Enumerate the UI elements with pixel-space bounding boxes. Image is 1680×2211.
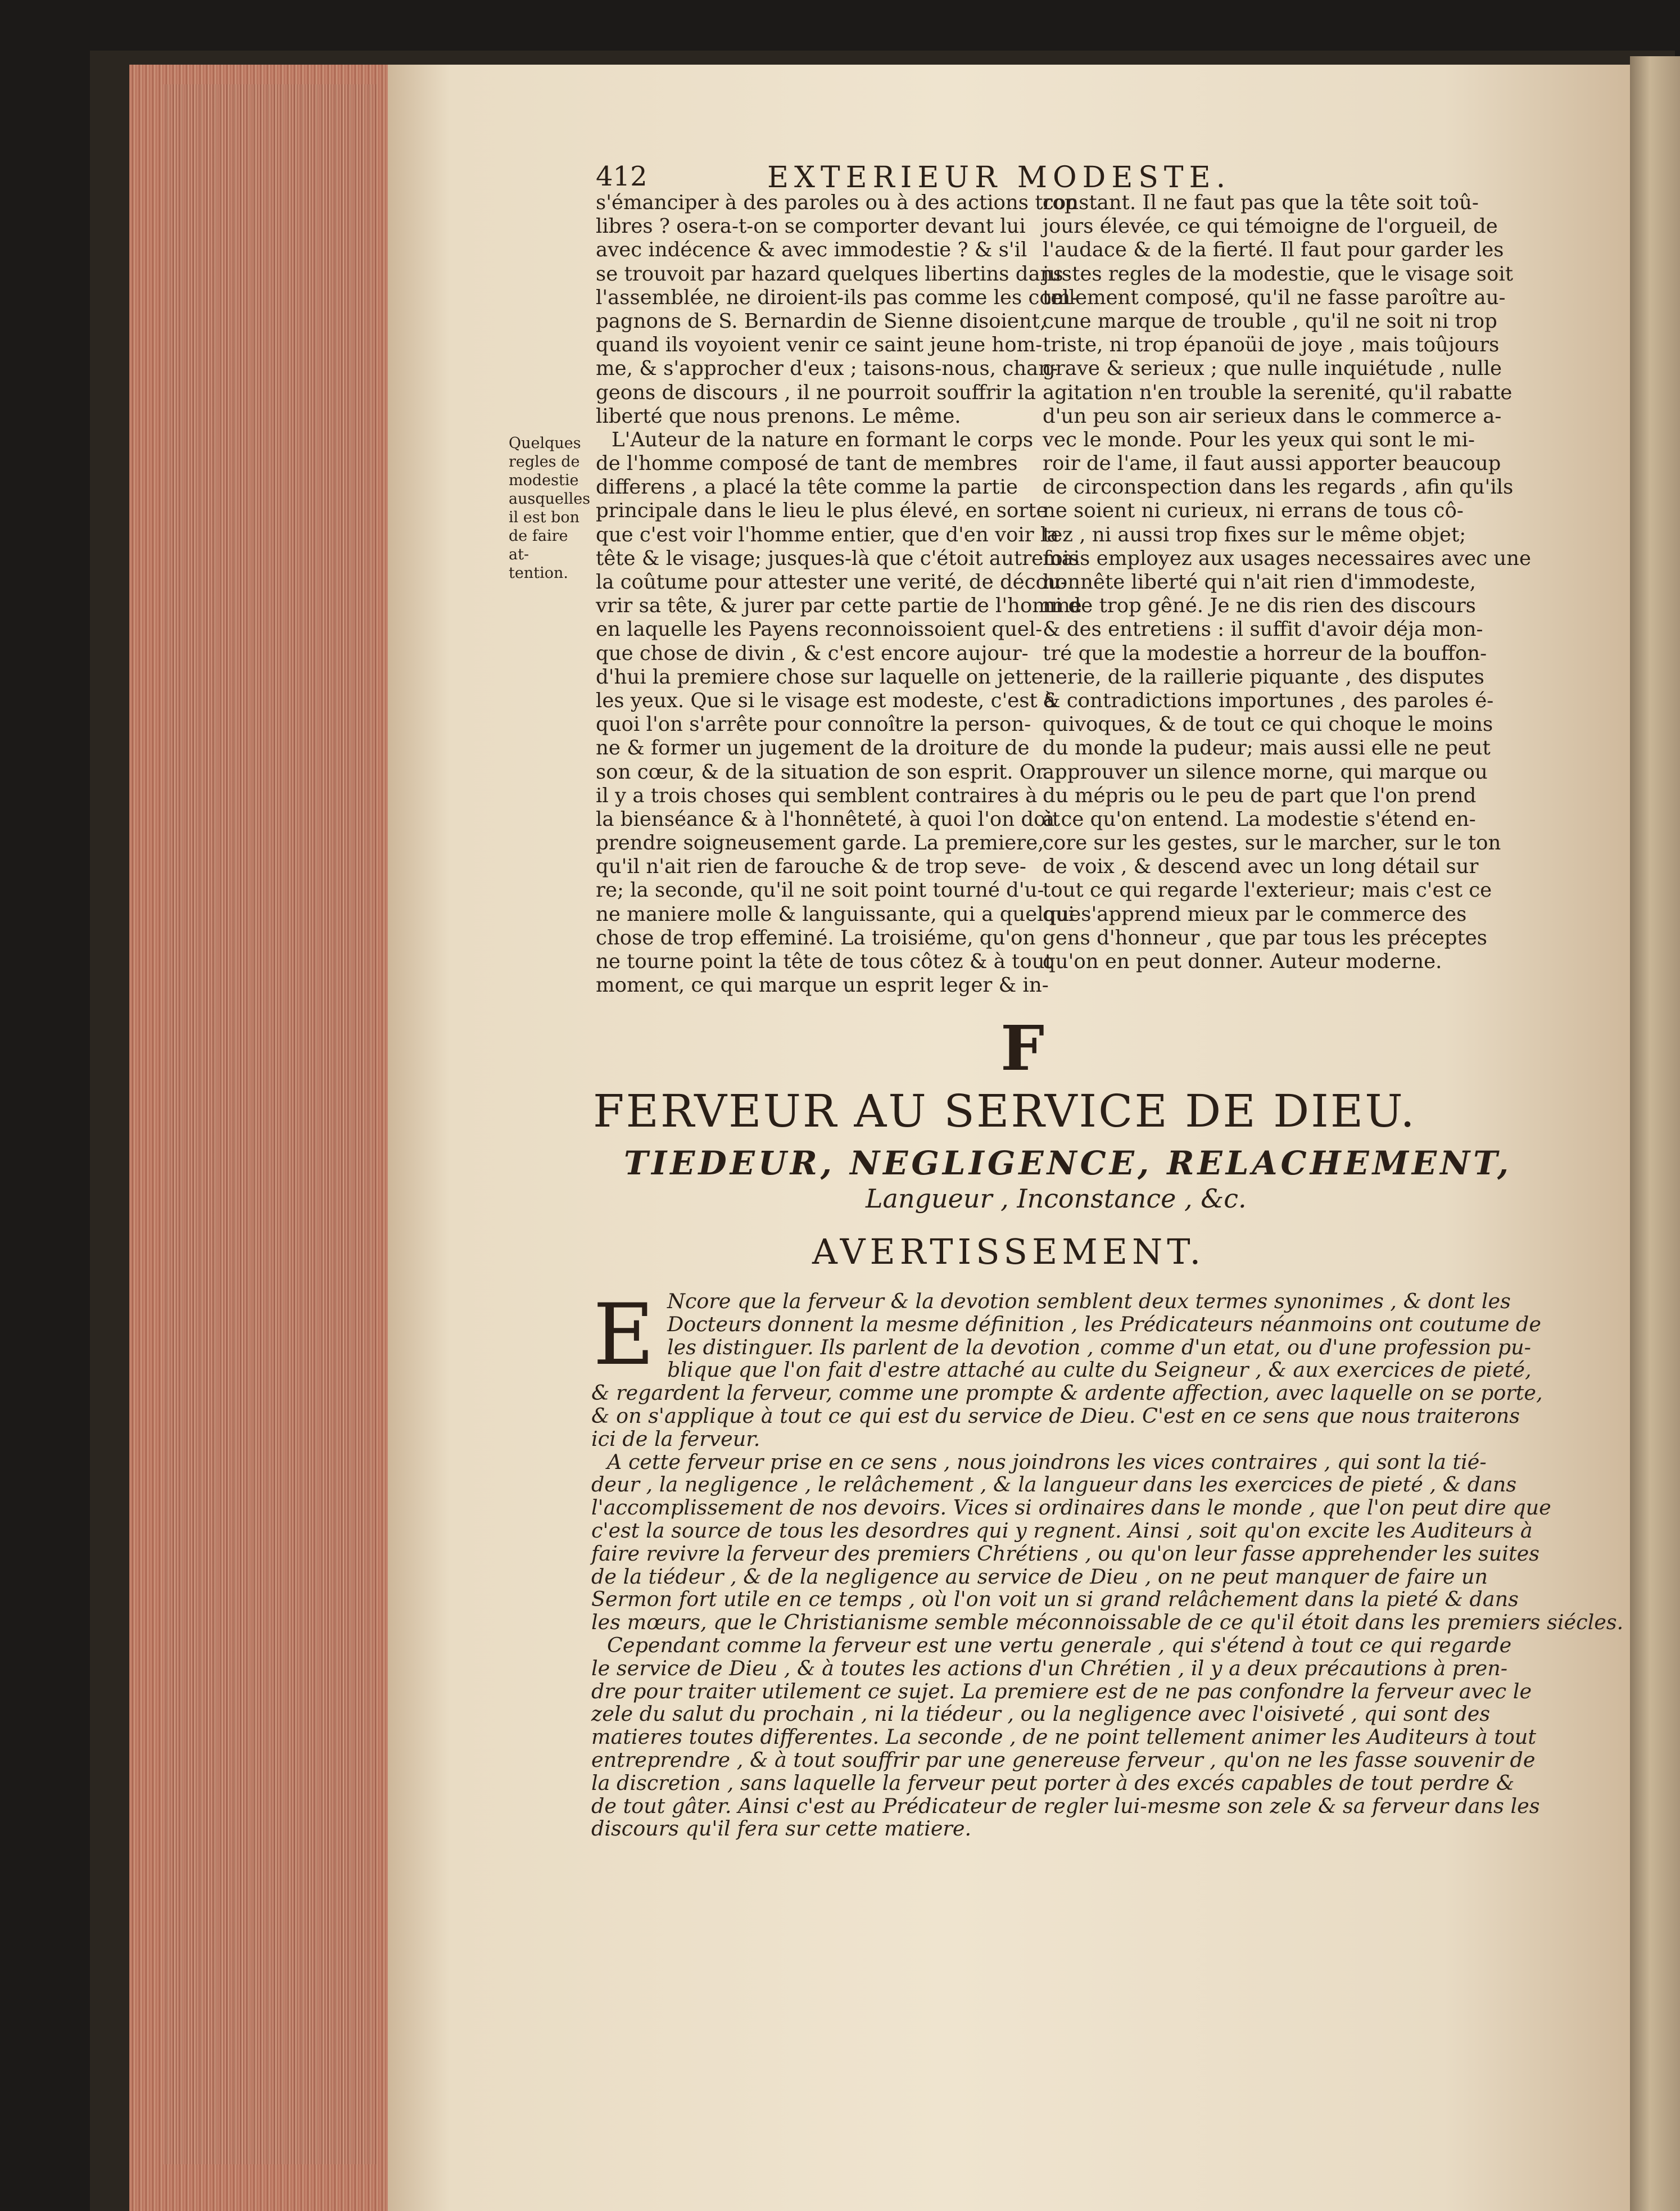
text-line: mais employez aux usages necessaires avec une — [1043, 546, 1532, 570]
text-line: ne & former un jugement de la droiture de — [596, 736, 1030, 760]
text-line: tez , ni aussi trop fixes sur le même objet; — [1043, 523, 1466, 546]
margin-note-line: de faire at- — [509, 527, 568, 563]
notice-line: Sermon fort utile en ce temps , où l'on voit un si grand relâchement dans la pieté & dans — [591, 1587, 1519, 1612]
text-line: constant. Il ne faut pas que la tête soit toû- — [1043, 191, 1479, 214]
text-line: les yeux. Que si le visage est modeste, c'est à — [596, 689, 1056, 712]
margin-note-line: Quelques — [509, 435, 581, 452]
text-line: me, & s'approcher d'eux ; taisons-nous, chan- — [596, 357, 1058, 381]
text-line: vrir sa tête, & jurer par cette partie de l'homme — [596, 594, 1082, 618]
text-line: & des entretiens : il suffit d'avoir déja mon- — [1043, 618, 1483, 641]
text-line: que c'est voir l'homme entier, que d'en voir la — [596, 523, 1059, 546]
text-line: d'hui la premiere chose sur laquelle on jette — [596, 665, 1043, 689]
text-line: cune marque de trouble , qu'il ne soit ni trop — [1043, 309, 1497, 333]
notice-line: ici de la ferveur. — [591, 1426, 760, 1451]
text-line: core sur les gestes, sur le marcher, sur le ton — [1043, 831, 1501, 855]
margin-note — [509, 434, 591, 582]
text-line: principale dans le lieu le plus élevé, en sorte — [596, 499, 1048, 523]
text-line: gens d'honneur , que par tous les préceptes — [1043, 926, 1487, 949]
section-subtitle-secondary: Langueur , Inconstance , &c. — [866, 1183, 1247, 1214]
text-line: ni de trop gêné. Je ne dis rien des discours — [1043, 594, 1476, 618]
text-line: d'un peu son air serieux dans le commerce a- — [1043, 404, 1502, 428]
text-line: que chose de divin , & c'est encore aujour- — [596, 641, 1029, 665]
notice-line: zele du salut du prochain , ni la tiédeur , ou la negligence avec l'oisiveté , qui sont des — [591, 1702, 1491, 1726]
text-line: il y a trois choses qui semblent contraires à — [596, 784, 1038, 807]
text-line: de circonspection dans les regards , afin qu'ils — [1043, 476, 1514, 499]
notice-line: Cependant comme la ferveur est une vertu generale , qui s'étend à tout ce qui regarde — [607, 1633, 1512, 1657]
text-line: justes regles de la modestie, que le visage soit — [1043, 262, 1513, 286]
facing-page-edge — [1630, 56, 1680, 2211]
section-letter: F — [1000, 1012, 1045, 1084]
notice-line: de la tiédeur , & de la negligence au service de Dieu , on ne peut manquer de faire un — [591, 1564, 1488, 1589]
text-line: libres ? osera-t-on se comporter devant lui — [596, 215, 1026, 238]
text-line: de l'homme composé de tant de membres — [596, 452, 1018, 476]
notice-line: entreprendre , & à tout souffrir par une genereuse ferveur , qu'on ne les fasse souvenir de — [591, 1747, 1536, 1772]
text-line: jours élevée, ce qui témoigne de l'orgueil, de — [1043, 215, 1498, 238]
page-number: 412 — [596, 161, 647, 192]
text-line: L'Auteur de la nature en formant le corps — [612, 428, 1034, 451]
text-line: nerie, de la raillerie piquante , des disputes — [1043, 665, 1484, 689]
right-column-text — [1043, 191, 1532, 974]
margin-note-line: regles de — [509, 453, 580, 471]
text-line: quand ils voyoient venir ce saint jeune hom- — [596, 333, 1043, 357]
text-line: de voix , & descend avec un long détail sur — [1043, 855, 1479, 879]
text-line: la bienséance & à l'honnêteté, à quoi l'on doit — [596, 807, 1061, 831]
notice-line: les mœurs, que le Christianisme semble méconnoissable de ce qu'il étoit dans les premiers siécles. — [591, 1610, 1624, 1635]
notice-line: deur , la negligence , le relâchement , & la langueur dans les exercices de pieté , & dans — [591, 1472, 1517, 1497]
text-line: triste, ni trop épanoüi de joye , mais toûjours — [1043, 333, 1500, 357]
text-line: s'émanciper à des paroles ou à des actions trop — [596, 191, 1077, 214]
running-title: EXTERIEUR MODESTE. — [767, 161, 1231, 195]
text-line: tête & le visage; jusques-là que c'étoit autrefois — [596, 546, 1080, 570]
text-line: se trouvoit par hazard quelques libertins dans — [596, 262, 1063, 286]
notice-line: de tout gâter. Ainsi c'est au Prédicateur de regler lui-mesme son zele & sa ferveur dans les — [591, 1793, 1540, 1818]
section-subtitle: TIEDEUR, NEGLIGENCE, RELACHEMENT, — [624, 1144, 1513, 1182]
notice-line: Docteurs donnent la mesme définition , les Prédicateurs néanmoins ont coutume de — [667, 1312, 1542, 1336]
text-line: ne tourne point la tête de tous côtez & à tout — [596, 950, 1053, 973]
text-line: à ce qu'on entend. La modestie s'étend en- — [1043, 807, 1476, 831]
text-line: tré que la modestie a horreur de la bouffon- — [1043, 641, 1487, 665]
text-line: moment, ce qui marque un esprit leger & in- — [596, 974, 1049, 997]
text-line: du monde la pudeur; mais aussi elle ne peut — [1043, 736, 1491, 760]
text-line: liberté que nous prenons. Le même. — [596, 404, 961, 428]
notice-body-text — [591, 1286, 1624, 1841]
text-line: vec le monde. Pour les yeux qui sont le mi- — [1043, 428, 1475, 451]
notice-line: le service de Dieu , & à toutes les actions d'un Chrétien , il y a deux précautions à pren- — [591, 1656, 1508, 1680]
text-line: l'audace & de la fierté. Il faut pour garder les — [1043, 238, 1504, 262]
text-line: du mépris ou le peu de part que l'on prend — [1043, 784, 1477, 807]
notice-line: & on s'applique à tout ce qui est du service de Dieu. C'est en ce sens que nous traiterons — [591, 1403, 1520, 1428]
notice-line: discours qu'il fera sur cette matiere. — [591, 1816, 972, 1841]
text-line: chose de trop effeminé. La troisiéme, qu'on — [596, 926, 1036, 949]
text-line: tout ce qui regarde l'exterieur; mais c'est ce — [1043, 879, 1492, 902]
notice-line: dre pour traiter utilement ce sujet. La premiere est de ne pas confondre la ferveur avec le — [591, 1679, 1532, 1703]
text-line: grave & serieux ; que nulle inquiétude , nulle — [1043, 357, 1502, 381]
text-line: ne maniere molle & languissante, qui a quelque — [596, 902, 1081, 926]
notice-line: l'accomplissement de nos devoirs. Vices si ordinaires dans le monde , que l'on peut dire que — [591, 1495, 1551, 1520]
text-line: re; la seconde, qu'il ne soit point tourné d'u- — [596, 879, 1044, 902]
notice-line: & regardent la ferveur, comme une prompte & ardente affection, avec laquelle on se porte, — [591, 1381, 1543, 1405]
margin-note-line: modestie — [509, 472, 579, 489]
notice-line: Ncore que la ferveur & la devotion semblent deux termes synonimes , & dont les — [667, 1289, 1511, 1313]
text-line: agitation n'en trouble la serenité, qu'il rabatte — [1043, 381, 1513, 404]
text-line: tellement composé, qu'il ne fasse paroître au- — [1043, 286, 1506, 309]
text-line: son cœur, & de la situation de son esprit. Or — [596, 760, 1045, 784]
margin-note-line: ausquelles — [509, 490, 591, 508]
margin-note-line: il est bon — [509, 509, 580, 526]
running-head — [596, 161, 1473, 195]
notice-line: A cette ferveur prise en ce sens , nous joindrons les vices contraires , qui sont la tié- — [607, 1449, 1487, 1474]
notice-line: faire revivre la ferveur des premiers Chrétiens , ou qu'on leur fasse apprehender les suites — [591, 1541, 1539, 1566]
text-line: qu'on en peut donner. Auteur moderne. — [1043, 950, 1442, 973]
notice-line: la discretion , sans laquelle la ferveur peut porter à des excés capables de tout perdre & — [591, 1770, 1515, 1795]
notice-line: c'est la source de tous les desordres qui y regnent. Ainsi , soit qu'on excite les Auditeurs à — [591, 1518, 1533, 1543]
margin-note-line: tention. — [509, 564, 568, 582]
text-line: qui s'apprend mieux par le commerce des — [1043, 902, 1467, 926]
drop-cap: E — [593, 1286, 655, 1384]
section-title: FERVEUR AU SERVICE DE DIEU. — [593, 1085, 1416, 1137]
text-line: prendre soigneusement garde. La premiere, — [596, 831, 1044, 855]
text-line: avec indécence & avec immodestie ? & s'il — [596, 238, 1027, 262]
text-line: l'assemblée, ne diroient-ils pas comme les com- — [596, 286, 1077, 309]
notice-line: matieres toutes differentes. La seconde , de ne point tellement animer les Auditeurs à tout — [591, 1725, 1537, 1749]
notice-line: les distinguer. Ils parlent de la devotion , comme d'un etat, ou d'une profession pu- — [667, 1335, 1531, 1359]
text-line: approuver un silence morne, qui marque ou — [1043, 760, 1488, 784]
text-line: la coûtume pour attester une verité, de décou- — [596, 571, 1067, 594]
text-line: quivoques, & de tout ce qui choque le moins — [1043, 713, 1493, 736]
text-line: honnête liberté qui n'ait rien d'immodeste, — [1043, 571, 1476, 594]
notice-line: blique que l'on fait d'estre attaché au culte du Seigneur , & aux exercices de pieté, — [667, 1358, 1532, 1382]
text-line: qu'il n'ait rien de farouche & de trop seve- — [596, 855, 1026, 879]
text-line: pagnons de S. Bernardin de Sienne disoient, — [596, 309, 1047, 333]
text-line: roir de l'ame, il faut aussi apporter beaucoup — [1043, 452, 1501, 476]
text-line: differens , a placé la tête comme la partie — [596, 476, 1018, 499]
text-line: & contradictions importunes , des paroles é- — [1043, 689, 1494, 712]
text-line: en laquelle les Payens reconnoissoient quel- — [596, 618, 1043, 641]
page-edges-texture — [163, 84, 377, 2164]
text-line: quoi l'on s'arrête pour connoître la person- — [596, 713, 1031, 736]
notice-heading: AVERTISSEMENT. — [812, 1231, 1206, 1272]
text-line: ne soient ni curieux, ni errans de tous cô- — [1043, 499, 1464, 523]
left-column-text — [596, 191, 1082, 997]
text-line: geons de discours , il ne pourroit souffrir la — [596, 381, 1036, 404]
